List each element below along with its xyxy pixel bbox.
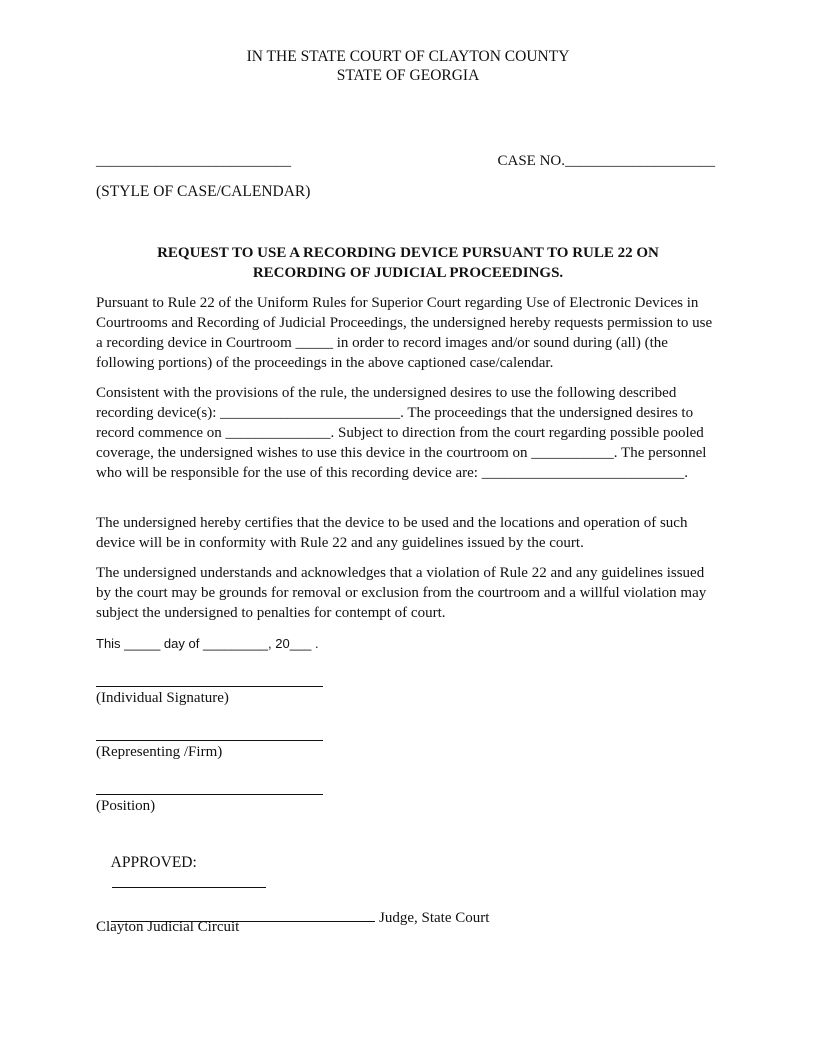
individual-signature-label: (Individual Signature) xyxy=(96,690,229,706)
title-line-1: REQUEST TO USE A RECORDING DEVICE PURSUANT TO RULE 22 ON xyxy=(157,245,659,261)
representing-firm-label: (Representing /Firm) xyxy=(96,744,223,760)
title-line-2: RECORDING OF JUDICIAL PROCEEDINGS. xyxy=(252,265,564,281)
date-line[interactable]: This _____ day of _________, 20___ . xyxy=(96,636,319,651)
certification-paragraph: The undersigned hereby certifies that the device to be used and the locations and operation of such device will be in conformity with Rule 22 and any guidelines issued by the court. xyxy=(96,515,688,551)
judicial-circuit-label: Clayton Judicial Circuit xyxy=(96,919,240,935)
approved-label: APPROVED: xyxy=(110,854,197,871)
style-of-case-blank[interactable]: __________________________ xyxy=(96,153,291,169)
approved-signature-line[interactable] xyxy=(112,873,266,888)
case-number-field[interactable]: CASE NO.____________________ xyxy=(497,153,715,169)
device-details-paragraph: Consistent with the provisions of the rule, the undersigned desires to use the following described recording device(s): ________________________. The proceedings that the undersigned desires to record commence on ______________. Subject to direction from the court regarding possible pooled coverage, the undersigned wishes to use this device in the courtroom on ___________. The personnel who will be responsible for the use of this recording device are: ___________________________. xyxy=(96,385,707,481)
position-label: (Position) xyxy=(96,798,156,814)
style-of-case-label: (STYLE OF CASE/CALENDAR) xyxy=(96,183,311,200)
acknowledgement-paragraph: The undersigned understands and acknowledges that a violation of Rule 22 and any guidelines issued by the court may be grounds for removal or exclusion from the courtroom and a willful violation may subject the undersigned to penalties for contempt of court. xyxy=(96,565,707,621)
court-name: IN THE STATE COURT OF CLAYTON COUNTY xyxy=(246,48,570,65)
court-header xyxy=(0,47,816,85)
individual-signature-line[interactable] xyxy=(96,686,323,687)
representing-firm-line[interactable] xyxy=(96,740,323,741)
position-line[interactable] xyxy=(96,794,323,795)
document-title xyxy=(120,243,696,283)
request-paragraph: Pursuant to Rule 22 of the Uniform Rules for Superior Court regarding Use of Electronic Devices in Courtrooms and Recording of Judicial Proceedings, the undersigned hereby requests permission to use a recording device in Courtroom _____ in order to record images and/or sound during (all) (the following portions) of the proceedings in the above captioned case/calendar. xyxy=(96,295,713,371)
state-name: STATE OF GEORGIA xyxy=(336,67,480,84)
judge-label: Judge, State Court xyxy=(379,910,490,926)
